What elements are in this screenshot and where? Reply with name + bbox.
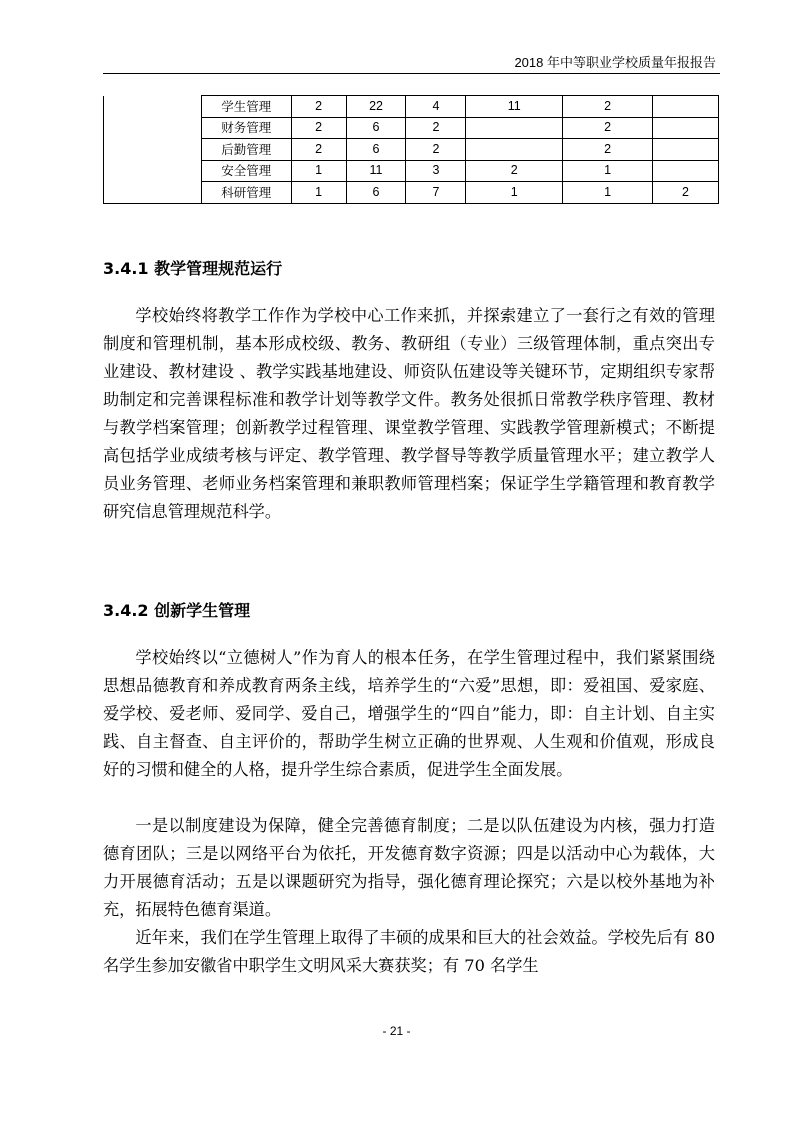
table-cell [466, 139, 563, 161]
table-cell: 2 [291, 96, 346, 118]
table-cell: 2 [653, 182, 719, 204]
table-cell-name: 科研管理 [201, 182, 291, 204]
table-cell: 6 [346, 182, 406, 204]
table-cell: 1 [291, 182, 346, 204]
running-header: 2018 年中等职业学校质量年报报告 [514, 55, 716, 70]
paragraph: 近年来，我们在学生管理上取得了丰硕的成果和巨大的社会效益。学校先后有 80 名学生参加安徽省中职学生文明风采大赛获奖；有 70 名学生 [103, 928, 715, 975]
table-cell: 2 [406, 139, 466, 161]
paragraph: 学校始终以“立德树人”作为育人的根本任务，在学生管理过程中，我们紧紧围绕思想品德教育和养成教育两条主线，培养学生的“六爱”思想，即：爱祖国、爱家庭、爱学校、爱老师、爱同学、爱自己，增强学生的“四自”能力，即：自主计划、自主实践、自主督查、自主评价的，帮助学生树立正确的世界观、人生观和价值观，形成良好的习惯和健全的人格，提升学生综合素质，促进学生全面发展。 [103, 648, 715, 779]
table-cell: 2 [406, 117, 466, 139]
table-cell: 2 [563, 139, 653, 161]
table-cell: 1 [563, 182, 653, 204]
management-table [103, 95, 719, 204]
table-cell: 3 [406, 160, 466, 182]
section-heading-student: 3.4.2 创新学生管理 [103, 601, 251, 620]
table-cell-name: 后勤管理 [201, 139, 291, 161]
table-cell: 2 [291, 139, 346, 161]
page-number: - 21 - [382, 1024, 411, 1038]
table-cell: 2 [466, 160, 563, 182]
table-cell: 1 [466, 182, 563, 204]
table-cell [653, 96, 719, 118]
table-cell-name: 安全管理 [201, 160, 291, 182]
table-merged-cell [104, 96, 202, 204]
table-row [104, 96, 719, 118]
table-cell [653, 160, 719, 182]
table-cell: 2 [563, 117, 653, 139]
paragraph: 学校始终将教学工作作为学校中心工作来抓，并探索建立了一套行之有效的管理制度和管理机制，基本形成校级、教务、教研组（专业）三级管理体制，重点突出专业建设、教材建设 、教学实践基地建设、师资队伍建设等关键环节，定期组织专家帮助制定和完善课程标准和教学计划等教学文件。教务处很抓日常教学秩序管理、教材与教学档案管理；创新教学过程管理、课堂教学管理、实践教学管理新模式；不断提高包括学业成绩考核与评定、教学管理、教学督导等教学质量管理水平；建立教学人员业务管理、老师业务档案管理和兼职教师管理档案；保证学生学籍管理和教育教学研究信息管理规范科学。 [103, 306, 715, 521]
table-cell: 1 [291, 160, 346, 182]
table-cell [466, 117, 563, 139]
table-cell-name: 财务管理 [201, 117, 291, 139]
table-cell: 2 [563, 96, 653, 118]
table-cell: 6 [346, 117, 406, 139]
header-divider [103, 73, 720, 74]
table-cell: 2 [291, 117, 346, 139]
table-cell: 11 [346, 160, 406, 182]
paragraph: 一是以制度建设为保障，健全完善德育制度；二是以队伍建设为内核，强力打造德育团队；三是以网络平台为依托，开发德育数字资源；四是以活动中心为载体，大力开展德育活动；五是以课题研究为指导，强化德育理论探究；六是以校外基地为补充，拓展特色德育渠道。 [103, 816, 715, 919]
table-cell [653, 117, 719, 139]
table-cell: 1 [563, 160, 653, 182]
table-cell: 7 [406, 182, 466, 204]
table-cell: 11 [466, 96, 563, 118]
table-cell: 22 [346, 96, 406, 118]
table-cell: 4 [406, 96, 466, 118]
table-cell [653, 139, 719, 161]
section-heading-teaching: 3.4.1 教学管理规范运行 [103, 259, 283, 278]
table-cell-name: 学生管理 [201, 96, 291, 118]
table-cell: 6 [346, 139, 406, 161]
